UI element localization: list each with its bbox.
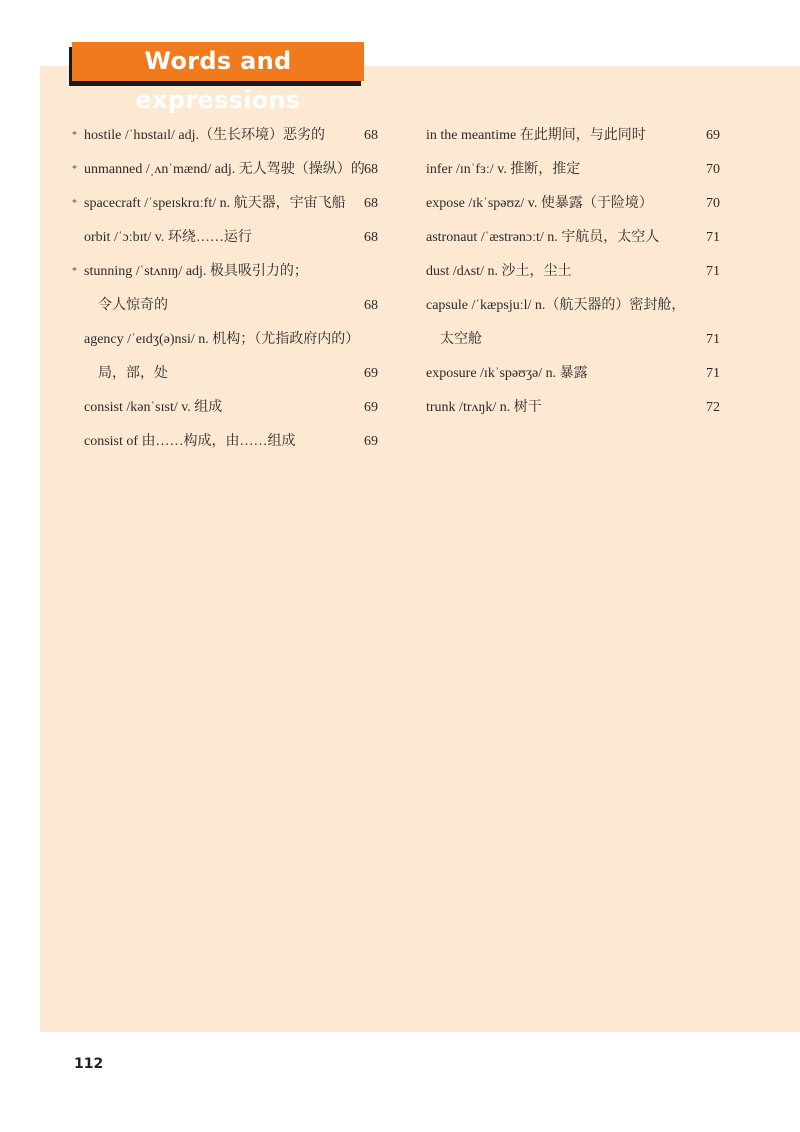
entry-page: 68 (364, 230, 378, 245)
entry-text: 太空舱 (440, 332, 482, 347)
star-marker: * (72, 198, 77, 209)
list-item (414, 119, 720, 153)
list-item (414, 255, 720, 289)
entry-text: trunk /trʌŋk/ n. 树干 (426, 400, 542, 415)
list-item (414, 153, 720, 187)
entry-page: 68 (364, 196, 378, 211)
section-title: Words and expressions (72, 42, 364, 81)
list-item (72, 119, 378, 153)
entry-page: 71 (706, 366, 720, 381)
list-item (414, 289, 720, 323)
list-item (72, 323, 378, 357)
entry-text: expose /ɪkˈspəʊz/ v. 使暴露（于险境） (426, 196, 653, 211)
entry-text: 令人惊奇的 (98, 298, 168, 313)
entry-page: 69 (364, 434, 378, 449)
entry-page: 71 (706, 264, 720, 279)
list-item (72, 255, 378, 289)
entry-page: 69 (706, 128, 720, 143)
star-marker: * (72, 130, 77, 141)
list-item (72, 289, 378, 323)
entry-text: agency /ˈeɪdʒ(ə)nsi/ n. 机构；（尤指政府内的） (84, 332, 360, 347)
right-column (414, 119, 720, 425)
entry-text: dust /dʌst/ n. 沙土，尘土 (426, 264, 572, 279)
entry-text: 局，部，处 (98, 366, 168, 381)
entry-text: spacecraft /ˈspeɪskrɑːft/ n. 航天器，宇宙飞船 (84, 196, 346, 211)
entry-page: 69 (364, 366, 378, 381)
entry-text: consist /kənˈsɪst/ v. 组成 (84, 400, 223, 415)
page-number: 112 (74, 1056, 104, 1072)
left-column (72, 119, 378, 459)
entry-page: 70 (706, 196, 720, 211)
entry-page: 70 (706, 162, 720, 177)
entry-page: 71 (706, 230, 720, 245)
star-marker: * (72, 266, 77, 277)
entry-page: 69 (364, 400, 378, 415)
entry-text: exposure /ɪkˈspəʊʒə/ n. 暴露 (426, 366, 588, 381)
entry-text: consist of 由……构成，由……组成 (84, 434, 296, 449)
list-item (414, 187, 720, 221)
star-marker: * (72, 164, 77, 175)
entry-text: stunning /ˈstʌnɪŋ/ adj. 极具吸引力的； (84, 264, 308, 279)
entry-text: unmanned /ˌʌnˈmænd/ adj. 无人驾驶（操纵）的 (84, 162, 365, 177)
list-item (72, 187, 378, 221)
list-item (72, 357, 378, 391)
entry-text: hostile /ˈhɒstaɪl/ adj.（生长环境）恶劣的 (84, 128, 326, 143)
list-item (414, 357, 720, 391)
list-item (72, 153, 378, 187)
entry-text: in the meantime 在此期间，与此同时 (426, 128, 646, 143)
entry-page: 72 (706, 400, 720, 415)
entry-text: capsule /ˈkæpsjuːl/ n.（航天器的）密封舱， (426, 298, 686, 313)
entry-page: 68 (364, 128, 378, 143)
list-item (72, 391, 378, 425)
entry-page: 68 (364, 298, 378, 313)
list-item (72, 221, 378, 255)
entry-text: orbit /ˈɔːbɪt/ v. 环绕……运行 (84, 230, 252, 245)
entry-text: infer /ɪnˈfɜː/ v. 推断，推定 (426, 162, 581, 177)
list-item (72, 425, 378, 459)
list-item (414, 323, 720, 357)
entry-text: astronaut /ˈæstrənɔːt/ n. 宇航员，太空人 (426, 230, 660, 245)
entry-page: 71 (706, 332, 720, 347)
list-item (414, 391, 720, 425)
list-item (414, 221, 720, 255)
entry-page: 68 (364, 162, 378, 177)
